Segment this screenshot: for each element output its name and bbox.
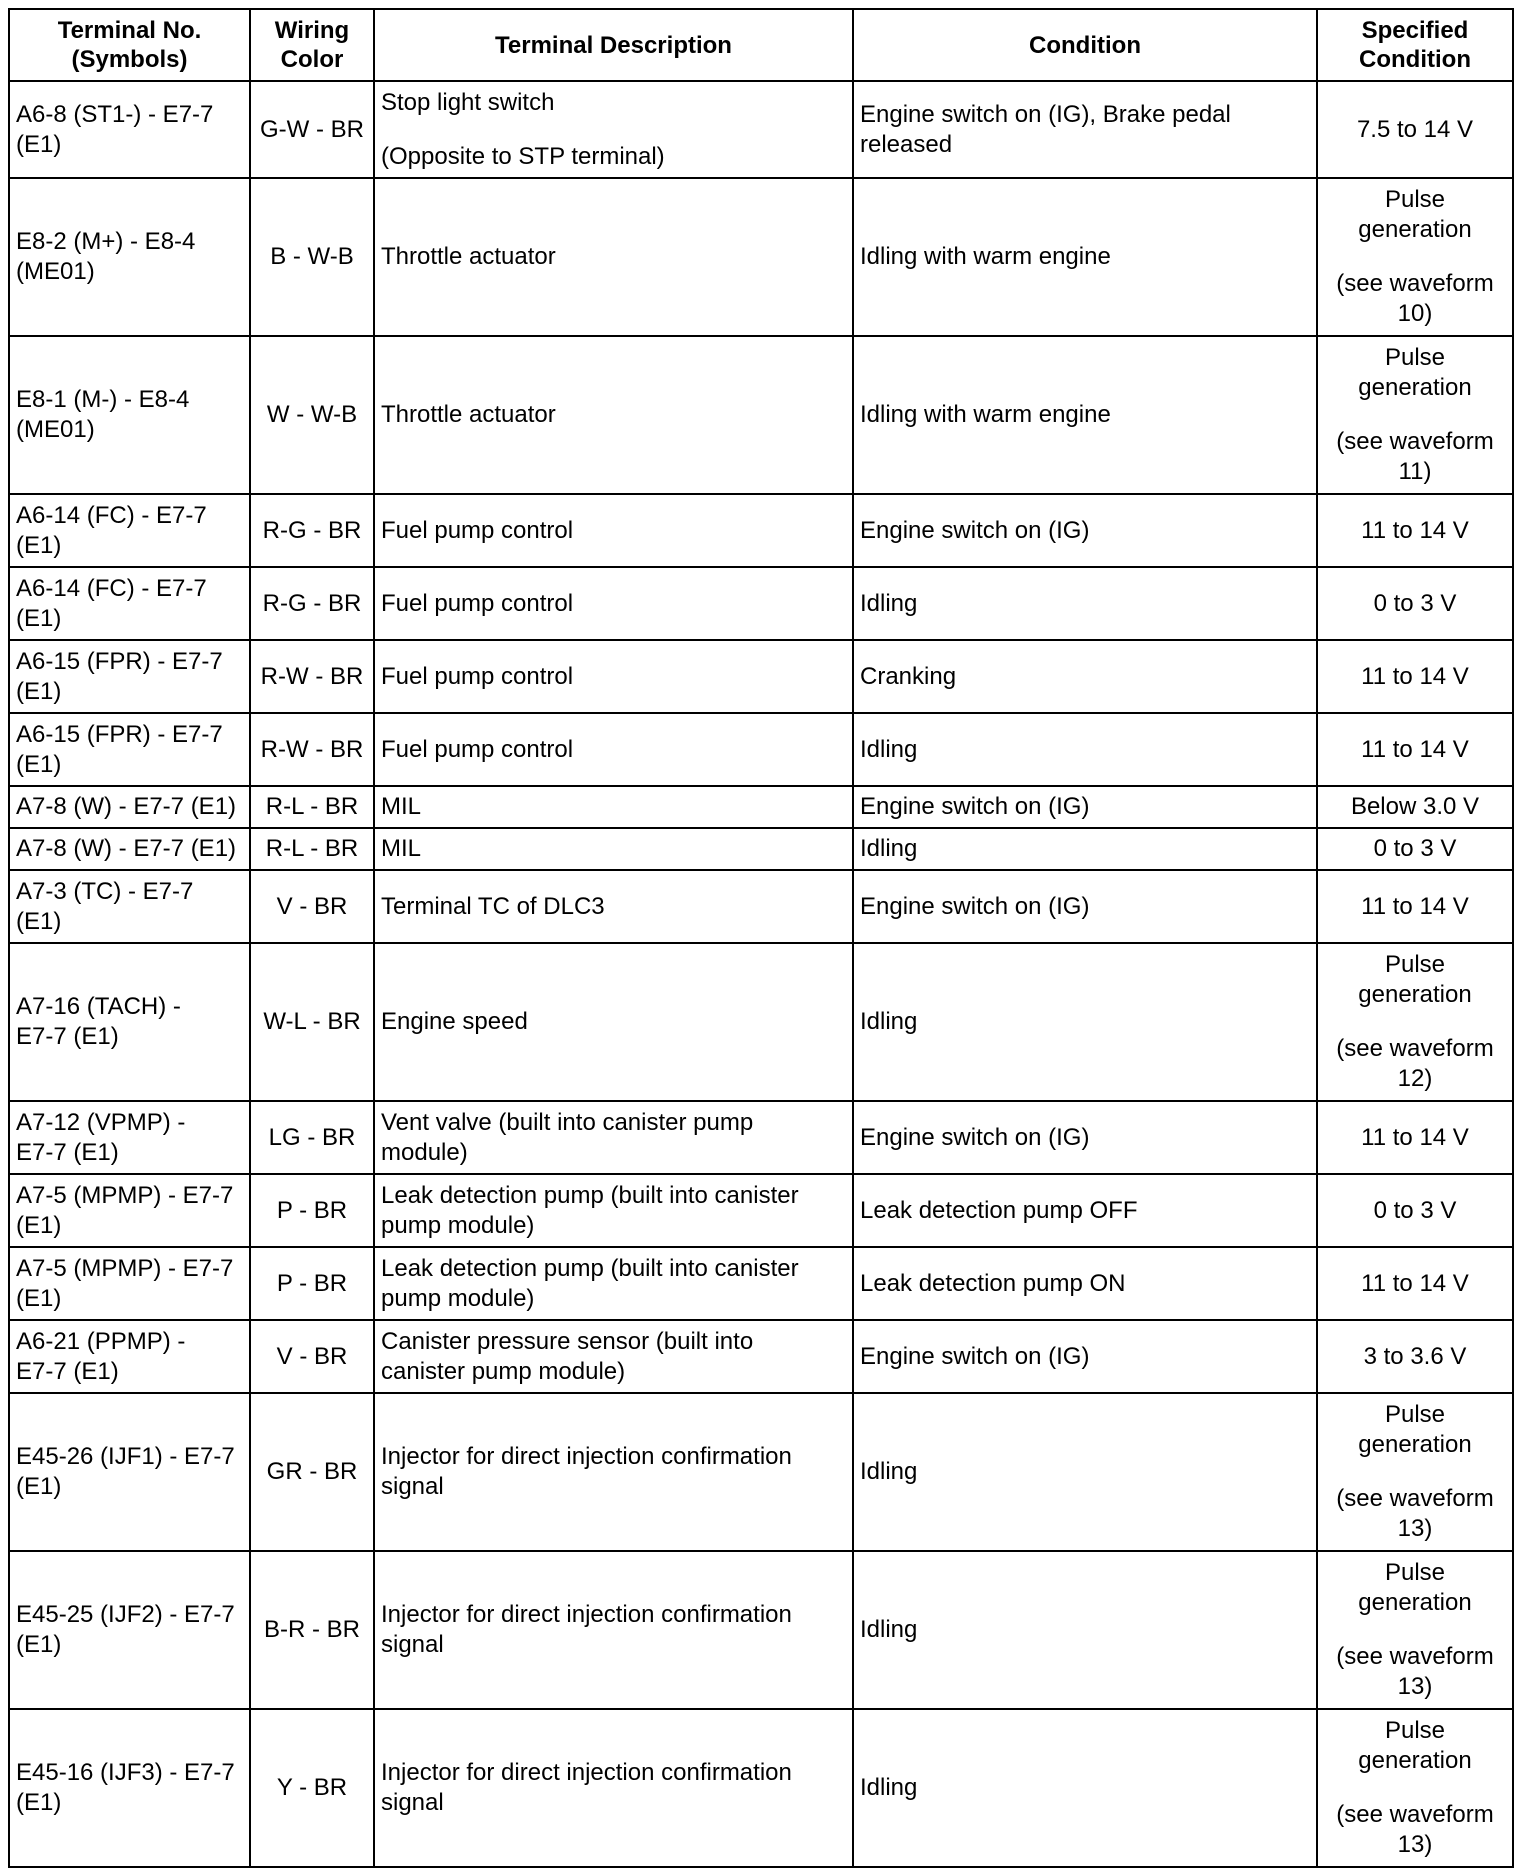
wiring-cell: V - BR [250, 1320, 374, 1393]
description-cell [374, 1247, 853, 1320]
table-row [9, 494, 1513, 567]
table-row [9, 713, 1513, 786]
condition-cell-line: Idling [860, 1458, 918, 1485]
description-cell-line: Fuel pump control [381, 589, 574, 617]
terminal-cell [9, 828, 250, 870]
specified-cell [1317, 1320, 1513, 1393]
terminal-cell-line: (E1) [16, 130, 62, 158]
condition-cell [853, 81, 1317, 178]
description-cell [374, 178, 853, 336]
specified-cell-line: Pulse [1384, 344, 1446, 371]
terminal-spec-table [8, 8, 1514, 1868]
condition-cell-line: Engine switch on (IG), Brake pedal [860, 100, 1231, 128]
condition-cell-line: Idling [860, 589, 918, 617]
specified-cell-line: Pulse [1384, 1559, 1446, 1586]
terminal-cell-line: A6-14 (FC) - E7-7 [16, 574, 207, 602]
wiring-cell: R-G - BR [250, 567, 374, 640]
terminal-cell [9, 713, 250, 786]
wiring-cell: R-L - BR [250, 828, 374, 870]
terminal-cell [9, 336, 250, 494]
description-cell-line: module) [381, 1138, 468, 1166]
condition-cell-line: Engine switch on (IG) [860, 516, 1090, 544]
specified-cell-line: 13) [1397, 1515, 1433, 1542]
description-cell-line: Leak detection pump (built into canister [381, 1181, 799, 1209]
terminal-cell-line: (E1) [16, 907, 62, 935]
description-cell-line: signal [381, 1631, 444, 1658]
condition-cell-line: Idling [860, 1616, 918, 1643]
terminal-cell-line: (E1) [16, 1789, 62, 1816]
terminal-cell-line: A7-12 (VPMP) - [16, 1108, 186, 1136]
terminal-cell-line: E45-25 (IJF2) - E7-7 [16, 1601, 235, 1628]
specified-cell-line: 10) [1397, 300, 1433, 327]
terminal-cell [9, 870, 250, 943]
description-cell-line: Throttle actuator [381, 401, 556, 428]
terminal-cell-line: A6-15 (FPR) - E7-7 [16, 720, 223, 748]
terminal-cell [9, 1320, 250, 1393]
table-row [9, 1247, 1513, 1320]
condition-cell-line: Engine switch on (IG) [860, 793, 1090, 820]
condition-cell [853, 567, 1317, 640]
specified-cell-line: (see waveform [1336, 270, 1494, 297]
description-cell [374, 1320, 853, 1393]
terminal-cell-line: (E1) [16, 1284, 62, 1312]
terminal-cell-line: A7-5 (MPMP) - E7-7 [16, 1254, 234, 1282]
specified-cell [1317, 828, 1513, 870]
condition-cell [853, 943, 1317, 1101]
table-row [9, 178, 1513, 336]
condition-cell [853, 786, 1317, 828]
description-cell-line: signal [381, 1473, 444, 1500]
specified-cell-line: (see waveform [1336, 1485, 1494, 1512]
terminal-cell-line: A7-3 (TC) - E7-7 [16, 877, 194, 905]
terminal-cell [9, 178, 250, 336]
specified-cell-line: 11 to 14 V [1361, 516, 1469, 544]
description-cell-line: Leak detection pump (built into canister [381, 1254, 799, 1282]
condition-cell [853, 1709, 1317, 1867]
condition-cell-line: Idling [860, 835, 918, 862]
terminal-cell-line: A6-15 (FPR) - E7-7 [16, 647, 223, 675]
table-row [9, 870, 1513, 943]
specified-cell-line: 3 to 3.6 V [1363, 1342, 1467, 1370]
terminal-cell [9, 640, 250, 713]
condition-cell [853, 640, 1317, 713]
specified-cell-line: Pulse [1384, 186, 1446, 213]
terminal-cell-line: E45-26 (IJF1) - E7-7 [16, 1443, 235, 1470]
header-specified: Specified Condition [1317, 9, 1513, 81]
description-cell [374, 870, 853, 943]
condition-cell [853, 336, 1317, 494]
description-cell-line: Throttle actuator [381, 243, 556, 270]
specified-cell [1317, 786, 1513, 828]
terminal-cell [9, 1551, 250, 1709]
specified-cell [1317, 178, 1513, 336]
table-row [9, 786, 1513, 828]
terminal-cell-line: A6-14 (FC) - E7-7 [16, 501, 207, 529]
description-cell-line: Engine speed [381, 1008, 528, 1035]
specified-cell-line: 11 to 14 V [1361, 735, 1469, 763]
specified-cell-line: (see waveform [1336, 1035, 1494, 1062]
table-row [9, 640, 1513, 713]
terminal-cell [9, 494, 250, 567]
description-cell [374, 494, 853, 567]
description-cell-line: (Opposite to STP terminal) [381, 142, 665, 170]
specified-cell-line: 13) [1397, 1831, 1433, 1858]
wiring-cell: P - BR [250, 1174, 374, 1247]
specified-cell [1317, 567, 1513, 640]
terminal-cell-line: A7-5 (MPMP) - E7-7 [16, 1181, 234, 1209]
description-cell-line: Stop light switch [381, 88, 555, 116]
description-cell [374, 1174, 853, 1247]
header-condition: Condition [853, 9, 1317, 81]
wiring-cell: R-G - BR [250, 494, 374, 567]
wiring-cell: Y - BR [250, 1709, 374, 1867]
terminal-cell-line: (ME01) [16, 258, 95, 285]
wiring-cell: GR - BR [250, 1393, 374, 1551]
condition-cell-line: Leak detection pump ON [860, 1269, 1126, 1297]
description-cell [374, 1393, 853, 1551]
terminal-cell-line: (E1) [16, 604, 62, 632]
specified-cell-line: generation [1358, 1431, 1472, 1458]
terminal-cell [9, 1709, 250, 1867]
specified-cell-line: 11 to 14 V [1361, 1123, 1469, 1151]
wiring-cell: W - W-B [250, 336, 374, 494]
condition-cell-line: Engine switch on (IG) [860, 892, 1090, 920]
terminal-cell [9, 1101, 250, 1174]
terminal-cell-line: A7-8 (W) - E7-7 (E1) [16, 793, 237, 820]
description-cell-line: Injector for direct injection confirmation [381, 1759, 792, 1786]
terminal-cell-line: A7-16 (TACH) - [16, 993, 181, 1020]
specified-cell [1317, 1101, 1513, 1174]
condition-cell [853, 1551, 1317, 1709]
condition-cell [853, 870, 1317, 943]
specified-cell-line: 12) [1397, 1065, 1433, 1092]
wiring-cell: V - BR [250, 870, 374, 943]
terminal-cell [9, 1174, 250, 1247]
specified-cell-line: 0 to 3 V [1373, 1196, 1457, 1224]
terminal-cell-line: (E1) [16, 677, 62, 705]
terminal-cell-line: E7-7 (E1) [16, 1138, 119, 1166]
terminal-cell-line: (E1) [16, 531, 62, 559]
description-cell-line: MIL [381, 835, 422, 862]
specified-cell-line: Pulse [1384, 1401, 1446, 1428]
description-cell-line: Fuel pump control [381, 735, 574, 763]
terminal-cell-line: E8-1 (M-) - E8-4 [16, 386, 190, 413]
table-row [9, 828, 1513, 870]
specified-cell [1317, 640, 1513, 713]
description-cell-line: Fuel pump control [381, 516, 574, 544]
table-row [9, 567, 1513, 640]
header-description: Terminal Description [374, 9, 853, 81]
wiring-cell: R-W - BR [250, 713, 374, 786]
header-row [9, 9, 1513, 81]
specified-cell-line: Below 3.0 V [1350, 793, 1480, 820]
terminal-cell-line: A6-8 (ST1-) - E7-7 [16, 100, 214, 128]
condition-cell-line: Idling with warm engine [860, 401, 1111, 428]
condition-cell [853, 713, 1317, 786]
condition-cell [853, 1174, 1317, 1247]
condition-cell-line: Idling [860, 1008, 918, 1035]
terminal-cell-line: (E1) [16, 1211, 62, 1239]
terminal-cell [9, 943, 250, 1101]
condition-cell-line: Idling with warm engine [860, 243, 1111, 270]
condition-cell [853, 1320, 1317, 1393]
description-cell-line: Injector for direct injection confirmation [381, 1601, 792, 1628]
description-cell-line: Vent valve (built into canister pump [381, 1108, 754, 1136]
header-wiring: Wiring Color [250, 9, 374, 81]
wiring-cell: P - BR [250, 1247, 374, 1320]
wiring-cell: R-W - BR [250, 640, 374, 713]
specified-cell-line: 11 to 14 V [1361, 892, 1469, 920]
description-cell [374, 828, 853, 870]
terminal-cell-line: E8-2 (M+) - E8-4 [16, 228, 196, 255]
specified-cell [1317, 870, 1513, 943]
condition-cell-line: Leak detection pump OFF [860, 1196, 1138, 1224]
terminal-cell-line: (E1) [16, 750, 62, 778]
terminal-cell [9, 1247, 250, 1320]
terminal-cell [9, 1393, 250, 1551]
terminal-cell-line: E7-7 (E1) [16, 1023, 119, 1050]
description-cell-line: Injector for direct injection confirmation [381, 1443, 792, 1470]
description-cell-line: Canister pressure sensor (built into [381, 1327, 754, 1355]
specified-cell [1317, 336, 1513, 494]
table-row [9, 81, 1513, 178]
terminal-cell-line: A7-8 (W) - E7-7 (E1) [16, 835, 237, 862]
condition-cell [853, 494, 1317, 567]
description-cell [374, 1551, 853, 1709]
condition-cell-line: released [860, 130, 953, 158]
specified-cell-line: generation [1358, 1589, 1472, 1616]
description-cell [374, 567, 853, 640]
specified-cell-line: 0 to 3 V [1373, 835, 1457, 862]
specified-cell [1317, 494, 1513, 567]
specified-cell-line: Pulse [1384, 1717, 1446, 1744]
table-row [9, 1551, 1513, 1709]
specified-cell [1317, 713, 1513, 786]
description-cell [374, 1101, 853, 1174]
specified-cell-line: 0 to 3 V [1373, 589, 1457, 617]
specified-cell-line: generation [1358, 1747, 1472, 1774]
description-cell-line: pump module) [381, 1211, 535, 1239]
wiring-cell: B - W-B [250, 178, 374, 336]
specified-cell [1317, 1393, 1513, 1551]
table-row [9, 943, 1513, 1101]
table-row [9, 1393, 1513, 1551]
terminal-cell [9, 81, 250, 178]
specified-cell-line: generation [1358, 216, 1472, 243]
description-cell [374, 640, 853, 713]
specified-cell-line: 11 to 14 V [1361, 662, 1469, 690]
condition-cell [853, 1393, 1317, 1551]
description-cell [374, 81, 853, 178]
table-row [9, 1709, 1513, 1867]
wiring-cell: LG - BR [250, 1101, 374, 1174]
terminal-cell-line: E45-16 (IJF3) - E7-7 [16, 1759, 235, 1786]
specified-cell-line: (see waveform [1336, 428, 1494, 455]
terminal-cell [9, 567, 250, 640]
specified-cell [1317, 81, 1513, 178]
description-cell [374, 713, 853, 786]
specified-cell-line: 7.5 to 14 V [1356, 115, 1474, 143]
specified-cell [1317, 1709, 1513, 1867]
header-terminal: Terminal No. (Symbols) [9, 9, 250, 81]
condition-cell [853, 1101, 1317, 1174]
specified-cell [1317, 943, 1513, 1101]
description-cell-line: pump module) [381, 1284, 535, 1312]
specified-cell [1317, 1551, 1513, 1709]
table-row [9, 336, 1513, 494]
condition-cell-line: Cranking [860, 662, 957, 690]
description-cell [374, 1709, 853, 1867]
wiring-cell: G-W - BR [250, 81, 374, 178]
specified-cell-line: (see waveform [1336, 1801, 1494, 1828]
terminal-cell-line: E7-7 (E1) [16, 1357, 119, 1385]
wiring-cell: B-R - BR [250, 1551, 374, 1709]
description-cell [374, 336, 853, 494]
specified-cell-line: Pulse [1384, 951, 1446, 978]
condition-cell [853, 178, 1317, 336]
terminal-cell-line: (ME01) [16, 416, 95, 443]
specified-cell [1317, 1247, 1513, 1320]
condition-cell-line: Idling [860, 1774, 918, 1801]
description-cell-line: Fuel pump control [381, 662, 574, 690]
condition-cell-line: Engine switch on (IG) [860, 1123, 1090, 1151]
specified-cell-line: generation [1358, 981, 1472, 1008]
description-cell [374, 786, 853, 828]
specified-cell-line: 13) [1397, 1673, 1433, 1700]
specified-cell-line: 11) [1398, 458, 1432, 485]
condition-cell-line: Engine switch on (IG) [860, 1342, 1090, 1370]
description-cell-line: canister pump module) [381, 1357, 626, 1385]
wiring-cell: W-L - BR [250, 943, 374, 1101]
terminal-cell-line: (E1) [16, 1473, 62, 1500]
wiring-cell: R-L - BR [250, 786, 374, 828]
table-row [9, 1320, 1513, 1393]
description-cell-line: Terminal TC of DLC3 [381, 892, 605, 920]
terminal-cell [9, 786, 250, 828]
description-cell-line: MIL [381, 793, 422, 820]
description-cell [374, 943, 853, 1101]
table-row [9, 1101, 1513, 1174]
table-row [9, 1174, 1513, 1247]
condition-cell-line: Idling [860, 735, 918, 763]
specified-cell-line: generation [1358, 374, 1472, 401]
specified-cell-line: (see waveform [1336, 1643, 1494, 1670]
description-cell-line: signal [381, 1789, 444, 1816]
condition-cell [853, 1247, 1317, 1320]
condition-cell [853, 828, 1317, 870]
specified-cell [1317, 1174, 1513, 1247]
terminal-cell-line: (E1) [16, 1631, 62, 1658]
specified-cell-line: 11 to 14 V [1361, 1269, 1469, 1297]
terminal-cell-line: A6-21 (PPMP) - [16, 1327, 186, 1355]
